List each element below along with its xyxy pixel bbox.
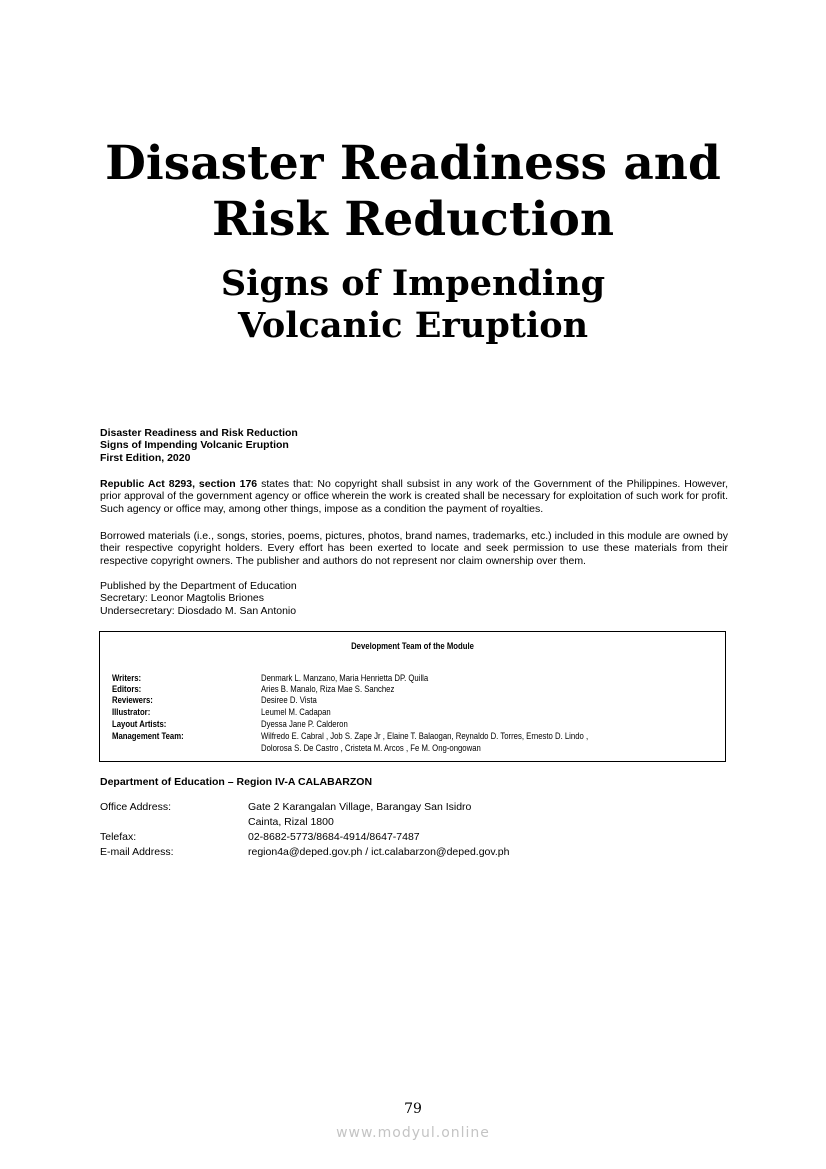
main-title-line2: Risk Reduction [211, 192, 614, 247]
module-credits [100, 427, 728, 464]
team-role: Reviewers: [112, 695, 153, 705]
team-names: Leumel M. Cadapan [261, 707, 331, 717]
office-address-line1: Gate 2 Karangalan Village, Barangay San Isidro [248, 801, 472, 813]
main-title-line1: Disaster Readiness and [105, 136, 721, 191]
subtitle-line1: Signs of Impending [220, 263, 606, 304]
team-names: Denmark L. Manzano, Maria Henrietta DP. Quilla [261, 673, 429, 683]
team-names: Wilfredo E. Cabral , Job S. Zape Jr , Elaine T. Balaogan, Reynaldo D. Torres, Ernesto D. Lindo , [261, 731, 589, 741]
credits-subject: Disaster Readiness and Risk Reduction [100, 427, 298, 439]
page-number: 79 [404, 1101, 422, 1117]
team-names: Desiree D. Vista [261, 695, 317, 705]
credits-topic: Signs of Impending Volcanic Eruption [100, 439, 289, 452]
development-team-box [99, 631, 726, 762]
undersecretary-line: Undersecretary: Diosdado M. San Antonio [100, 604, 297, 617]
region-heading: Department of Education – Region IV-A CALABARZON [100, 776, 373, 788]
credits-edition: First Edition, 2020 [100, 451, 191, 464]
email-value: region4a@deped.gov.ph / ict.calabarzon@deped.gov.ph [248, 846, 510, 858]
team-role: Writers: [112, 673, 142, 683]
team-names: Aries B. Manalo, Riza Mae S. Sanchez [261, 684, 395, 694]
team-names: Dolorosa S. De Castro , Cristeta M. Arcos , Fe M. Ong-ongowan [261, 743, 481, 753]
secretary-line: Secretary: Leonor Magtolis Briones [100, 592, 264, 605]
law-reference: Republic Act 8293, section 176 [100, 478, 258, 490]
copyright-notice [100, 478, 728, 515]
office-address-line2: Cainta, Rizal 1800 [248, 816, 334, 828]
team-role: Illustrator: [112, 707, 151, 717]
telefax-label: Telefax: [100, 831, 137, 843]
team-role: Management Team: [112, 731, 184, 741]
team-role: Layout Artists: [112, 719, 167, 729]
publisher-info [100, 580, 728, 617]
email-label: E-mail Address: [100, 846, 174, 858]
office-address-label: Office Address: [100, 801, 172, 813]
publisher-line: Published by the Department of Education [100, 580, 297, 592]
law-text: states that: No copyright shall subsist in any work of the Government of the Philippines. However, prior approval of the government agency or office wherein the work is created shall be necessary for exploitation of such work for profit. Such agency or office may, among other things, impose as a condition the payment of royalties. [100, 478, 728, 515]
team-box-title: Development Team of the Module [351, 641, 474, 651]
subtitle-line2: Volcanic Eruption [237, 305, 589, 346]
telefax-value: 02-8682-5773/8684-4914/8647-7487 [248, 831, 420, 843]
team-names: Dyessa Jane P. Calderon [261, 719, 348, 729]
borrowed-materials-notice: Borrowed materials (i.e., songs, stories, poems, pictures, photos, brand names, trademarks, etc.) included in this module are owned by their respective copyright holders. Every effort has been exerted to locate and seek permission to use these materials from their respective copyright owners. The publisher and authors do not represent nor claim ownership over them. [100, 530, 728, 567]
watermark: www.modyul.online [336, 1125, 490, 1141]
team-role: Editors: [112, 684, 142, 694]
